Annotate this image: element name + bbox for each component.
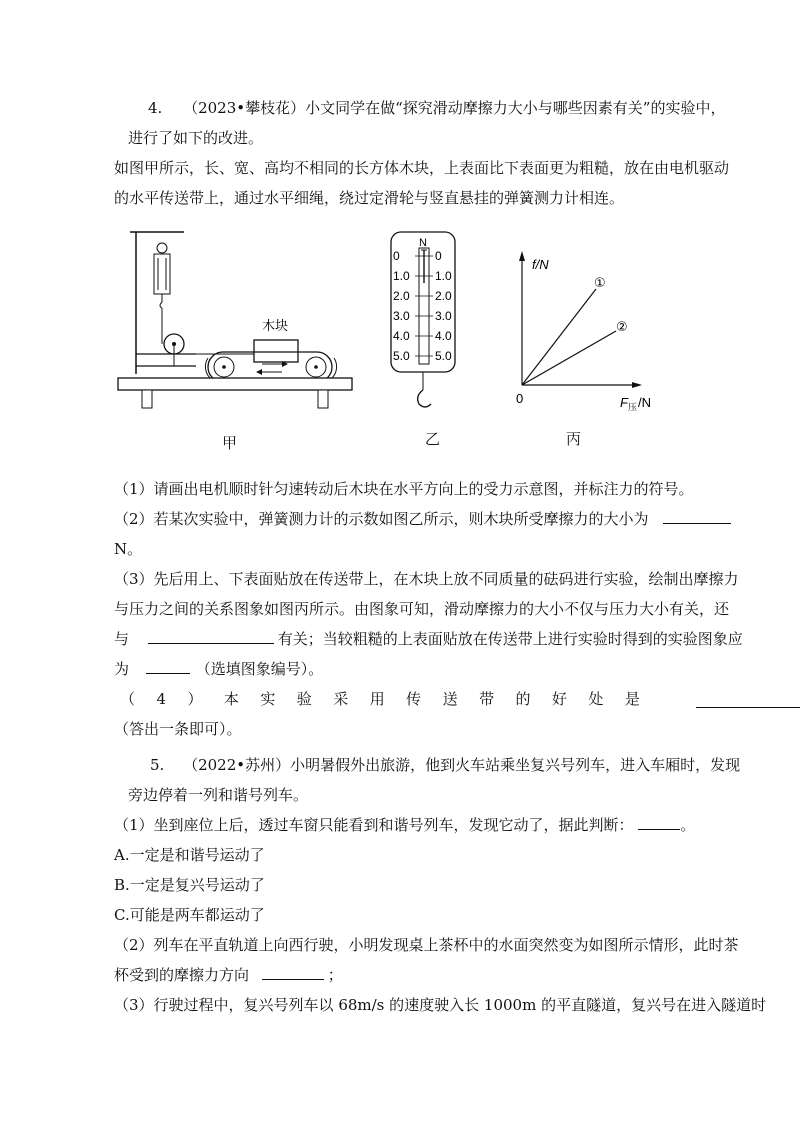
- figure-yi-spring-scale: [385, 228, 465, 418]
- scale-label-left: 5.0: [393, 349, 410, 363]
- graph-x-label-unit: /N: [638, 395, 651, 410]
- scale-unit: N: [419, 237, 427, 249]
- q4-part3-line1: （3）先后用上、下表面贴放在传送带上，在木块上放不同质量的砝码进行实验，绘制出摩擦力: [114, 570, 739, 588]
- q5-option-a: A.一定是和谐号运动了: [114, 846, 265, 864]
- q4-part3-graph-blank[interactable]: [146, 659, 190, 674]
- q4-part2-answer-blank[interactable]: [663, 509, 731, 524]
- scale-label-left: 3.0: [393, 309, 410, 323]
- scale-label-left: 4.0: [393, 329, 410, 343]
- q5-stem-text: 小明暑假外出旅游，他到火车站乘坐复兴号列车，进入车厢时，发现: [290, 756, 741, 774]
- q4-part4-line1: [120, 689, 640, 709]
- scale-label-right: 4.0: [435, 329, 452, 343]
- q4-part4-char: ）: [187, 690, 203, 708]
- block-label: 木块: [262, 318, 289, 333]
- q4-part3-line2: 与压力之间的关系图象如图丙所示。由图象可知，滑动摩擦力的大小不仅与压力大小有关，还: [114, 600, 730, 618]
- q5-part1-answer-blank[interactable]: [638, 815, 680, 830]
- q4-part4-char: 采: [333, 690, 349, 708]
- scale-label-left: 0: [393, 249, 400, 263]
- q4-stem-text: 小文同学在做“探究滑动摩擦力大小与哪些因素有关”的实验中，: [305, 99, 726, 117]
- q5-part3-line1: （3）行驶过程中，复兴号列车以 68m/s 的速度驶入长 1000m 的平直隧道，复兴号在进入隧道时: [114, 996, 767, 1014]
- q4-part4-answer-blank[interactable]: [696, 693, 800, 708]
- q5-part2-end: ；: [327, 966, 343, 984]
- q4-part4-char: 送: [442, 690, 458, 708]
- q4-part4-char: 是: [624, 690, 640, 708]
- q4-part3-text-b: 有关；当较粗糙的上表面贴放在传送带上进行实验时得到的实验图象应: [277, 630, 743, 648]
- q5-part1-end: 。: [680, 816, 696, 834]
- figure-bing-graph: [508, 245, 668, 415]
- q4-part3-text-a: 与: [114, 630, 130, 648]
- q4-part4-char: （: [120, 690, 136, 708]
- q4-part3-line3: [114, 629, 743, 649]
- q5-number: 5.: [150, 756, 165, 774]
- q5-part2-text: 杯受到的摩擦力方向: [114, 966, 250, 984]
- graph-line1-label: ①: [594, 275, 606, 290]
- q4-part2: [114, 509, 731, 529]
- scale-label-left: 2.0: [393, 289, 410, 303]
- graph-y-label: f/N: [532, 257, 549, 272]
- q4-stem-line2: 进行了如下的改进。: [128, 129, 264, 147]
- scale-label-right: 0: [435, 249, 442, 263]
- q5-part2-answer-blank[interactable]: [262, 965, 324, 980]
- q4-part4-char: 带: [479, 690, 495, 708]
- q4-part4-char: 的: [515, 690, 531, 708]
- q4-part1: （1）请画出电机顺时针匀速转动后木块在水平方向上的受力示意图，并标注力的符号。: [114, 480, 694, 498]
- caption-jia: 甲: [222, 434, 238, 452]
- q4-desc-line1: 如图甲所示，长、宽、高均不相同的长方体木块，上表面比下表面更为粗糙，放在由电机驱动: [114, 159, 730, 177]
- q5-source: （2022•苏州）: [183, 756, 291, 774]
- q4-part4-char: 传: [406, 690, 422, 708]
- scale-label-left: 1.0: [393, 269, 410, 283]
- q5-part2-line1: （2）列车在平直轨道上向西行驶，小明发现桌上茶杯中的水面突然变为如图所示情形，此时茶: [114, 936, 739, 954]
- q4-desc-line2: 的水平传送带上，通过水平细绳，绕过定滑轮与竖直悬挂的弹簧测力计相连。: [114, 189, 625, 207]
- q4-part2-text: （2）若某次实验中，弹簧测力计的示数如图乙所示，则木块所受摩擦力的大小为: [114, 510, 649, 528]
- q4-number: 4.: [148, 99, 163, 117]
- q4-stem-line1: [148, 98, 725, 118]
- q5-part1: [114, 815, 695, 835]
- q4-part4-char: 用: [369, 690, 385, 708]
- q4-part3-text-d: （选填图象编号）。: [195, 660, 324, 678]
- caption-bing: 丙: [566, 430, 582, 448]
- q5-stem-line2: 旁边停着一列和谐号列车。: [128, 786, 309, 804]
- q4-part2-unit: N。: [114, 540, 143, 558]
- scale-labels-left: [393, 249, 410, 363]
- q4-part3-line4: [114, 659, 323, 679]
- scale-label-right: 1.0: [435, 269, 452, 283]
- q4-source: （2023•攀枝花）: [183, 99, 306, 117]
- scale-labels-right: [435, 249, 452, 363]
- q4-part4-char: 处: [588, 690, 604, 708]
- scale-label-right: 5.0: [435, 349, 452, 363]
- graph-line2-label: ②: [616, 319, 628, 334]
- q5-stem-line1: [150, 755, 740, 775]
- q4-part3-factor-blank[interactable]: [148, 629, 274, 644]
- q4-part4-char: 实: [260, 690, 276, 708]
- scale-label-right: 2.0: [435, 289, 452, 303]
- figure-jia-apparatus: [112, 222, 362, 417]
- q5-part1-text: （1）坐到座位上后，透过车窗只能看到和谐号列车，发现它动了，据此判断：: [114, 816, 634, 834]
- scale-label-right: 3.0: [435, 309, 452, 323]
- caption-yi: 乙: [425, 430, 441, 448]
- q4-part4-char: 好: [551, 690, 567, 708]
- q4-part4-line2: （答出一条即可）。: [114, 720, 242, 738]
- graph-x-label: F: [620, 395, 628, 410]
- graph-x-label-sub: 压: [628, 402, 638, 412]
- q5-part2-line2: [114, 965, 343, 985]
- q5-option-c: C.可能是两车都运动了: [114, 906, 265, 924]
- q4-part3-text-c: 为: [114, 660, 130, 678]
- q4-part4-char: 验: [296, 690, 312, 708]
- graph-origin: 0: [516, 391, 524, 406]
- q4-part4-char: 本: [223, 690, 239, 708]
- q4-part4-char: 4: [156, 690, 166, 708]
- q5-option-b: B.一定是复兴号运动了: [114, 876, 265, 894]
